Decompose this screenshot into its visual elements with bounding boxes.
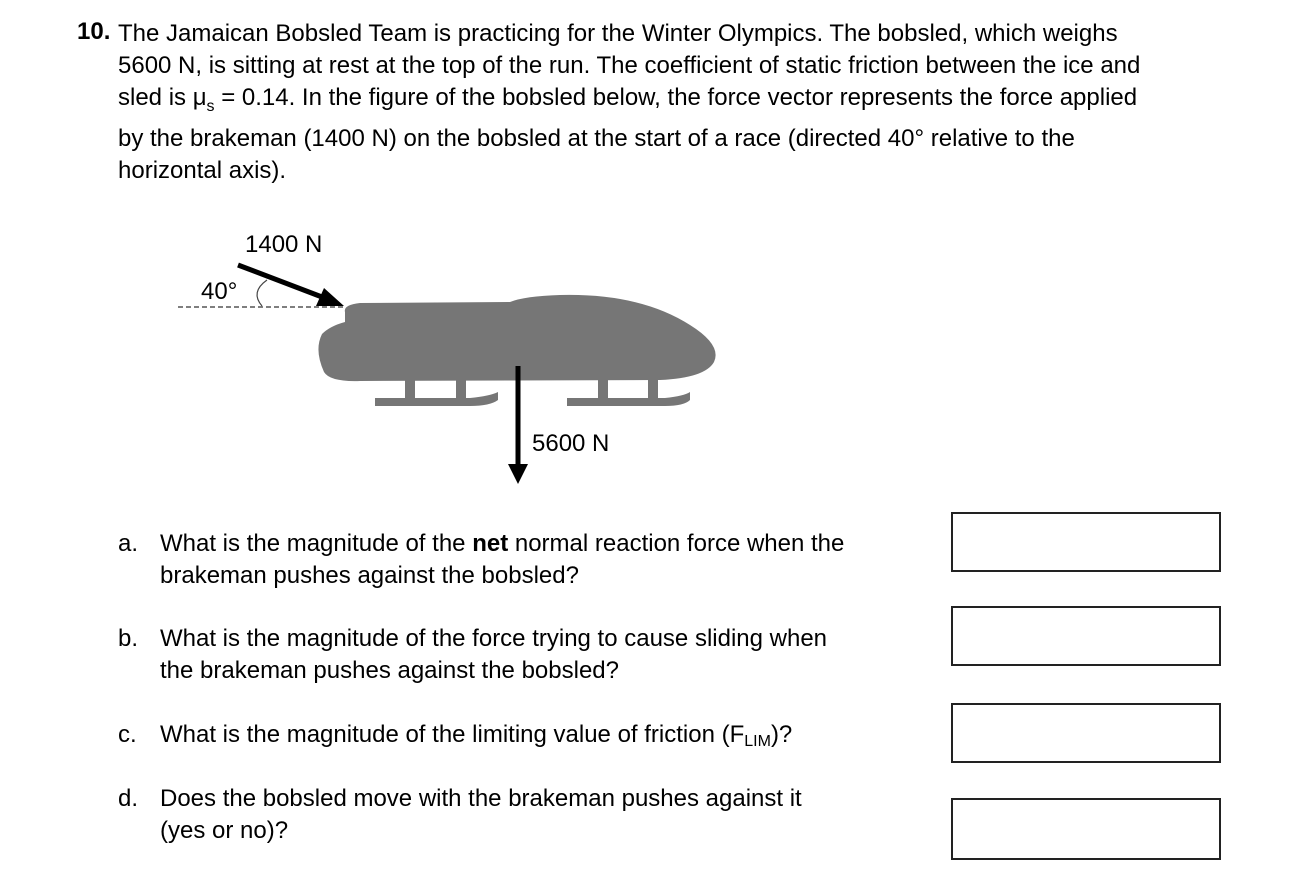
question-number: 10. <box>77 18 111 45</box>
part-c-text <box>160 719 792 758</box>
answer-box-a[interactable] <box>951 512 1221 572</box>
part-a-text <box>160 528 844 592</box>
part-d-line2: (yes or no)? <box>160 817 289 844</box>
part-c-letter: c. <box>118 721 137 748</box>
part-b-line2: the brakeman pushes against the bobsled? <box>160 657 619 684</box>
mu-prefix: sled is μ <box>118 84 207 111</box>
part-b-line1: What is the magnitude of the force trying to cause sliding when <box>160 625 828 652</box>
applied-force-arrow-shaft <box>238 265 322 297</box>
part-a-line1-pre: What is the magnitude of the <box>160 530 473 557</box>
part-d-line1: Does the bobsled move with the brakeman pushes against it <box>160 785 802 812</box>
part-a-bold: net <box>472 530 509 557</box>
applied-force-arrow-head <box>316 288 344 306</box>
weight-arrow-head <box>508 464 528 484</box>
runner-rear <box>567 392 690 406</box>
angle-label: 40° <box>201 278 238 305</box>
part-b-letter: b. <box>118 625 139 652</box>
runner-front-strut-2 <box>456 378 466 400</box>
part-c-line1-pre: What is the magnitude of the limiting value of friction (F <box>160 721 745 748</box>
part-c-line1-post: )? <box>770 721 793 748</box>
part-a-letter: a. <box>118 530 139 557</box>
mu-subscript: s <box>206 97 215 115</box>
weight-label: 5600 N <box>532 430 610 457</box>
part-a-line1-post: normal reaction force when the <box>508 530 845 557</box>
runner-front <box>375 392 498 406</box>
part-c-subscript: LIM <box>744 733 771 750</box>
part-b-text <box>160 623 827 687</box>
part-a-line2: brakeman pushes against the bobsled? <box>160 562 579 589</box>
stem-line-5: horizontal axis). <box>118 156 287 184</box>
runner-rear-strut-1 <box>598 378 608 400</box>
applied-force-label: 1400 N <box>245 231 323 258</box>
angle-arc <box>257 280 267 306</box>
answer-box-c[interactable] <box>951 703 1221 763</box>
answer-box-d[interactable] <box>951 798 1221 860</box>
runner-rear-strut-2 <box>648 378 658 400</box>
answer-box-b[interactable] <box>951 606 1221 666</box>
stem-line-4: by the brakeman (1400 N) on the bobsled at the start of a race (directed 40° relative to the <box>118 124 1075 152</box>
stem-line-1: The Jamaican Bobsled Team is practicing for the Winter Olympics. The bobsled, which weighs <box>118 20 1118 47</box>
part-d-text <box>160 783 802 847</box>
mu-suffix: = 0.14. In the figure of the bobsled below, the force vector represents the force applied <box>214 84 1138 111</box>
runner-front-strut-1 <box>405 378 415 400</box>
part-d-letter: d. <box>118 785 139 812</box>
stem-line-2: 5600 N, is sitting at rest at the top of the run. The coefficient of static friction between the ice and <box>118 52 1141 79</box>
